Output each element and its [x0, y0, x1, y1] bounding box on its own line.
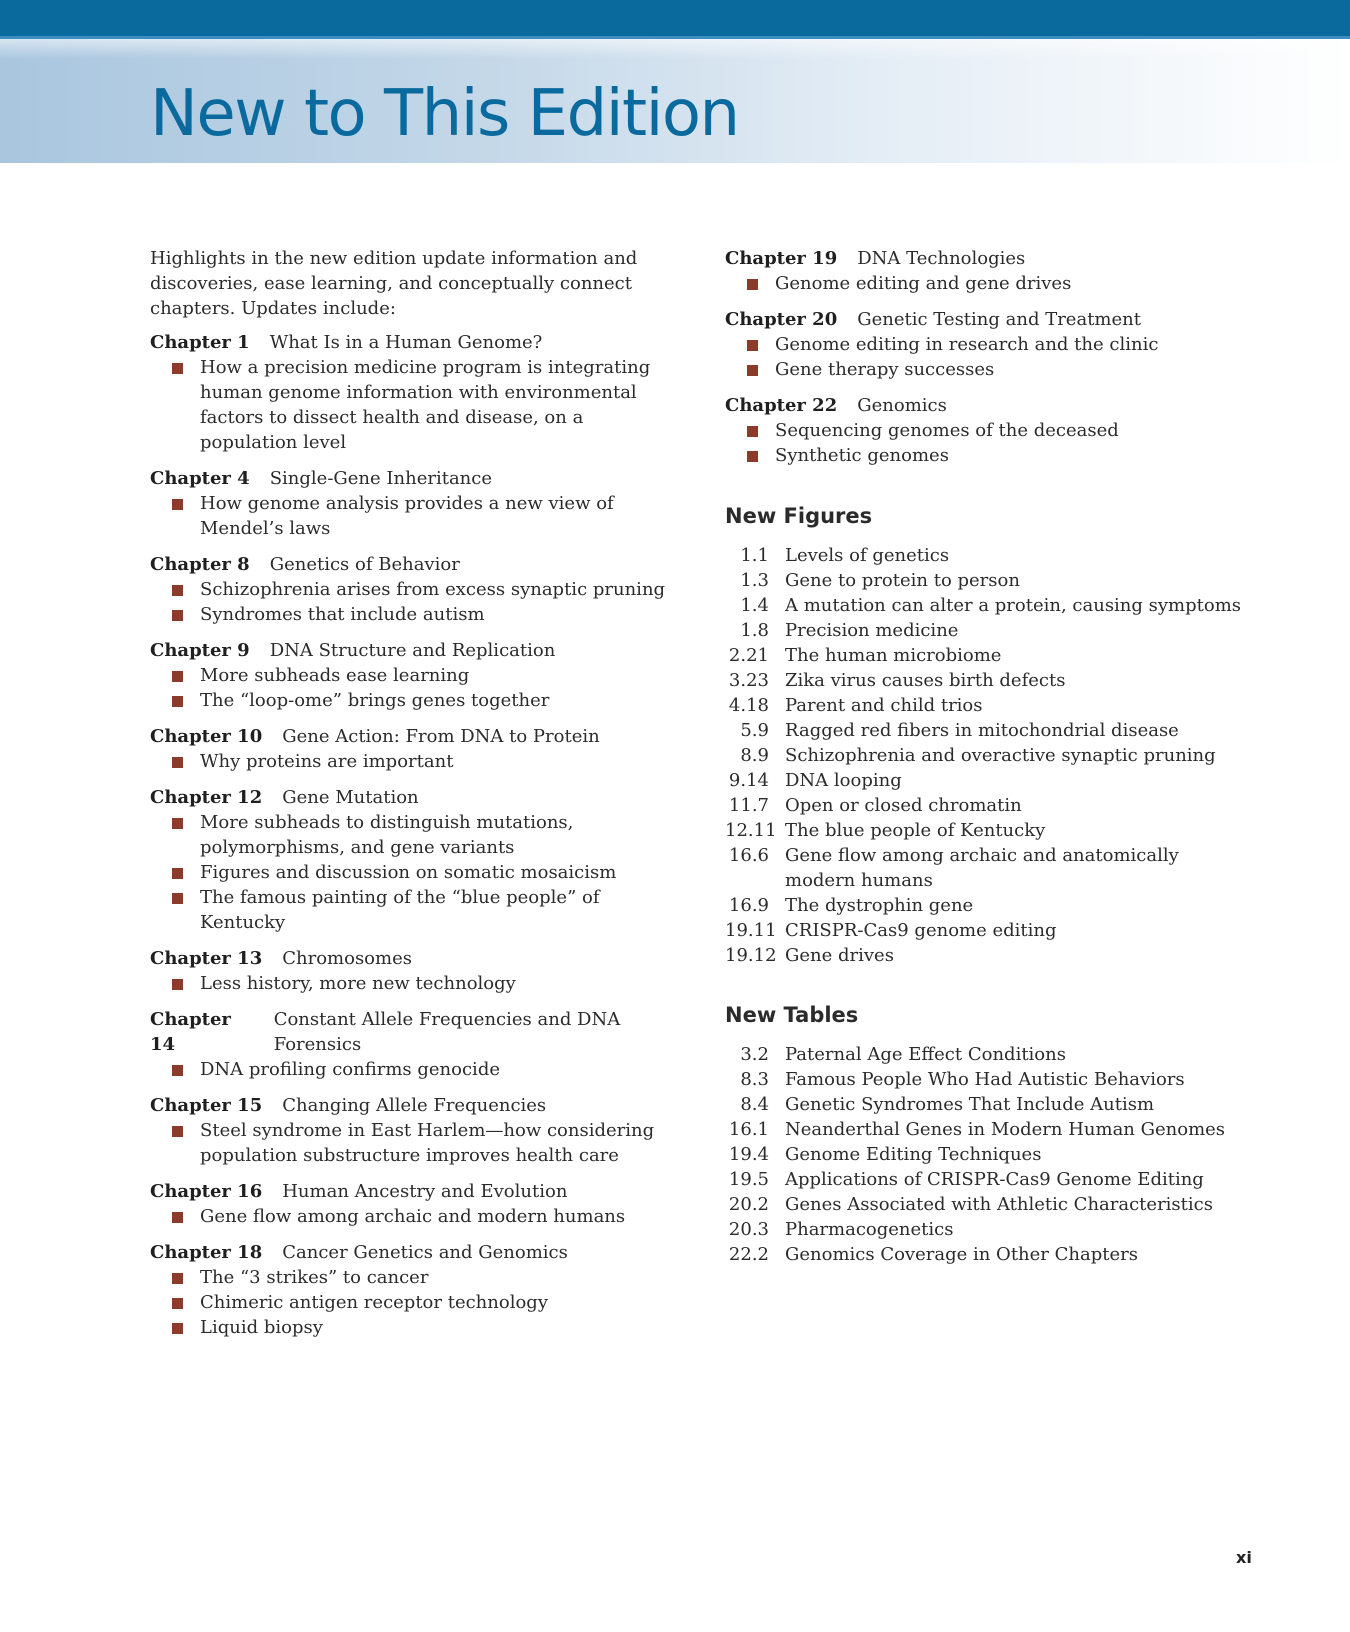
chapter-list-right: [725, 246, 1245, 468]
table-item-title: Neanderthal Genes in Modern Human Genomes: [785, 1119, 1226, 1140]
chapter-entry: [150, 330, 680, 455]
table-item-number: 20.2: [728, 1194, 769, 1215]
figure-item: [725, 568, 1245, 593]
update-item-text: Genome editing and gene drives: [775, 273, 1072, 294]
update-item: [150, 1118, 680, 1168]
update-item-text: Liquid biopsy: [200, 1317, 323, 1338]
chapter-entry: [150, 1093, 680, 1168]
chapter-title: Cancer Genetics and Genomics: [282, 1242, 568, 1263]
chapter-entry: [150, 785, 680, 935]
chapter-heading: [150, 946, 680, 971]
figure-item-number: 1.4: [740, 595, 769, 616]
chapter-heading: [150, 1240, 680, 1265]
chapter-entry: [150, 724, 680, 774]
square-bullet-icon: [172, 1273, 183, 1284]
chapter-heading: [150, 330, 680, 355]
chapter-number: Chapter 13: [150, 948, 263, 969]
chapter-heading: [725, 393, 1245, 418]
square-bullet-icon: [747, 279, 758, 290]
chapter-title: Human Ancestry and Evolution: [282, 1181, 568, 1202]
square-bullet-icon: [172, 499, 183, 510]
figure-item-title: Precision medicine: [785, 620, 959, 641]
figure-item-number: 12.11: [725, 820, 777, 841]
tables-list: [725, 1042, 1245, 1267]
chapter-title: Gene Mutation: [282, 787, 419, 808]
chapter-number: Chapter 9: [150, 640, 250, 661]
update-item-text: Schizophrenia arises from excess synaptic pruning: [200, 579, 666, 600]
chapter-entry: [150, 1007, 680, 1082]
square-bullet-icon: [172, 818, 183, 829]
chapter-title: Genomics: [857, 395, 947, 416]
figure-item-title: DNA looping: [785, 770, 902, 791]
chapter-update-list: [725, 332, 1245, 382]
square-bullet-icon: [172, 696, 183, 707]
figure-item: [725, 718, 1245, 743]
chapter-update-list: [150, 1265, 680, 1340]
figure-item-title: Open or closed chromatin: [785, 795, 1022, 816]
figure-item-title: Ragged red fibers in mitochondrial disease: [785, 720, 1179, 741]
figure-item-title: Gene to protein to person: [785, 570, 1020, 591]
chapter-heading: [725, 307, 1245, 332]
update-item: [150, 971, 680, 996]
figure-item-number: 1.3: [740, 570, 769, 591]
square-bullet-icon: [172, 610, 183, 621]
figure-item: [725, 693, 1245, 718]
table-item-number: 8.4: [740, 1094, 769, 1115]
table-item-title: Genetic Syndromes That Include Autism: [785, 1094, 1155, 1115]
square-bullet-icon: [747, 451, 758, 462]
figure-item-title: Schizophrenia and overactive synaptic pruning: [785, 745, 1216, 766]
figure-item-number: 16.9: [728, 895, 769, 916]
table-item-number: 20.3: [728, 1219, 769, 1240]
chapter-update-list: [150, 1204, 680, 1229]
table-item: [725, 1142, 1245, 1167]
figure-item-number: 3.23: [728, 670, 769, 691]
figure-item-title: Gene flow among archaic and anatomically modern humans: [785, 845, 1179, 891]
chapter-update-list: [725, 418, 1245, 468]
chapter-number: Chapter 19: [725, 248, 838, 269]
chapter-update-list: [150, 577, 680, 627]
chapter-heading: [150, 638, 680, 663]
table-item-number: 19.4: [728, 1144, 769, 1165]
figure-item: [725, 793, 1245, 818]
update-item-text: Genome editing in research and the clinic: [775, 334, 1159, 355]
figure-item: [725, 918, 1245, 943]
chapter-update-list: [150, 1118, 680, 1168]
update-item: [725, 418, 1245, 443]
figures-heading: New Figures: [725, 504, 873, 528]
table-item-title: Genomics Coverage in Other Chapters: [785, 1244, 1138, 1265]
figure-item: [725, 618, 1245, 643]
figure-item-number: 19.12: [725, 945, 777, 966]
square-bullet-icon: [172, 363, 183, 374]
table-item: [725, 1092, 1245, 1117]
figure-item: [725, 768, 1245, 793]
chapter-heading: [150, 1179, 680, 1204]
chapter-heading: [150, 785, 680, 810]
chapter-update-list: [150, 971, 680, 996]
right-column: [725, 246, 1245, 1267]
update-item: [150, 885, 680, 935]
figures-list: [725, 543, 1245, 968]
chapter-number: Chapter 22: [725, 395, 838, 416]
update-item-text: How a precision medicine program is integrating human genome information with environmental factors to dissect health and disease, on a population level: [200, 357, 651, 453]
chapter-heading: [725, 246, 1245, 271]
table-item-title: Genome Editing Techniques: [785, 1144, 1042, 1165]
update-item: [725, 443, 1245, 468]
chapter-update-list: [150, 663, 680, 713]
figure-item: [725, 818, 1245, 843]
table-item: [725, 1217, 1245, 1242]
square-bullet-icon: [172, 893, 183, 904]
update-item: [150, 1290, 680, 1315]
update-item-text: The “loop-ome” brings genes together: [200, 690, 550, 711]
chapter-entry: [150, 466, 680, 541]
square-bullet-icon: [747, 426, 758, 437]
chapter-number: Chapter 8: [150, 554, 250, 575]
chapter-update-list: [725, 271, 1245, 296]
chapter-number: Chapter 20: [725, 309, 838, 330]
update-item-text: The “3 strikes” to cancer: [200, 1267, 429, 1288]
update-item: [150, 1057, 680, 1082]
chapter-entry: [725, 307, 1245, 382]
chapter-title: Single-Gene Inheritance: [269, 468, 492, 489]
figure-item: [725, 668, 1245, 693]
top-color-bar: [0, 0, 1350, 39]
table-item-number: 8.3: [740, 1069, 769, 1090]
square-bullet-icon: [172, 979, 183, 990]
table-item: [725, 1117, 1245, 1142]
table-item-number: 19.5: [728, 1169, 769, 1190]
figure-item: [725, 893, 1245, 918]
figure-item: [725, 843, 1245, 893]
update-item-text: Steel syndrome in East Harlem—how considering population substructure improves health care: [200, 1120, 655, 1166]
update-item: [150, 688, 680, 713]
update-item: [725, 357, 1245, 382]
figure-item-number: 5.9: [740, 720, 769, 741]
chapter-entry: [150, 638, 680, 713]
table-item-title: Famous People Who Had Autistic Behaviors: [785, 1069, 1185, 1090]
chapter-number: Chapter 15: [150, 1095, 263, 1116]
chapter-number: Chapter 4: [150, 468, 250, 489]
table-item-number: 3.2: [740, 1044, 769, 1065]
chapter-number: Chapter 12: [150, 787, 263, 808]
page-number: xi: [1236, 1548, 1252, 1567]
update-item: [150, 1204, 680, 1229]
chapter-entry: [150, 1240, 680, 1340]
chapter-title: Gene Action: From DNA to Protein: [282, 726, 600, 747]
square-bullet-icon: [172, 671, 183, 682]
chapter-entry: [150, 552, 680, 627]
table-item: [725, 1067, 1245, 1092]
figure-item: [725, 593, 1245, 618]
figure-item-number: 11.7: [728, 795, 769, 816]
table-item-number: 16.1: [728, 1119, 769, 1140]
chapter-title: Changing Allele Frequencies: [282, 1095, 547, 1116]
chapter-heading: [150, 466, 680, 491]
chapter-title: DNA Structure and Replication: [269, 640, 556, 661]
chapter-heading: [150, 552, 680, 577]
figure-item-title: The human microbiome: [785, 645, 1002, 666]
chapter-update-list: [150, 749, 680, 774]
square-bullet-icon: [172, 1323, 183, 1334]
update-item: [150, 1265, 680, 1290]
update-item: [150, 810, 680, 860]
chapter-update-list: [150, 810, 680, 935]
update-item-text: Gene therapy successes: [775, 359, 995, 380]
update-item: [150, 602, 680, 627]
update-item-text: Syndromes that include autism: [200, 604, 485, 625]
table-item: [725, 1242, 1245, 1267]
chapter-title: What Is in a Human Genome?: [269, 332, 543, 353]
figure-item: [725, 943, 1245, 968]
chapter-title: Genetics of Behavior: [269, 554, 460, 575]
figure-item-number: 4.18: [728, 695, 769, 716]
chapter-number: Chapter 10: [150, 726, 263, 747]
square-bullet-icon: [747, 340, 758, 351]
chapter-number: Chapter 18: [150, 1242, 263, 1263]
square-bullet-icon: [747, 365, 758, 376]
figure-item-title: Gene drives: [785, 945, 894, 966]
update-item-text: Less history, more new technology: [200, 973, 516, 994]
update-item-text: How genome analysis provides a new view of Mendel’s laws: [200, 493, 614, 539]
table-item-title: Paternal Age Effect Conditions: [785, 1044, 1066, 1065]
square-bullet-icon: [172, 1212, 183, 1223]
square-bullet-icon: [172, 757, 183, 768]
chapter-list-left: [150, 330, 680, 1340]
chapter-title: DNA Technologies: [857, 248, 1026, 269]
chapter-number: Chapter 14: [150, 1009, 231, 1055]
table-item-title: Pharmacogenetics: [785, 1219, 954, 1240]
figure-item-number: 2.21: [728, 645, 769, 666]
update-item: [150, 1315, 680, 1340]
intro-paragraph: Highlights in the new edition update information and discoveries, ease learning, and conceptually connect chapters. Updates include:: [150, 248, 638, 319]
chapter-title: Constant Allele Frequencies and DNA Forensics: [273, 1009, 621, 1055]
page-title: New to This Edition: [150, 77, 739, 151]
tables-heading: New Tables: [725, 1003, 859, 1027]
update-item-text: Chimeric antigen receptor technology: [200, 1292, 548, 1313]
chapter-update-list: [150, 1057, 680, 1082]
chapter-heading: [150, 1007, 680, 1057]
square-bullet-icon: [172, 1126, 183, 1137]
table-item: [725, 1192, 1245, 1217]
figure-item-title: The blue people of Kentucky: [785, 820, 1046, 841]
figure-item-number: 9.14: [728, 770, 769, 791]
figure-item-title: Parent and child trios: [785, 695, 983, 716]
chapter-update-list: [150, 355, 680, 455]
update-item-text: Why proteins are important: [200, 751, 454, 772]
update-item-text: Gene flow among archaic and modern humans: [200, 1206, 626, 1227]
square-bullet-icon: [172, 1298, 183, 1309]
figure-item-number: 8.9: [740, 745, 769, 766]
table-item-number: 22.2: [728, 1244, 769, 1265]
figure-item-title: The dystrophin gene: [785, 895, 974, 916]
chapter-update-list: [150, 491, 680, 541]
figure-item-title: CRISPR-Cas9 genome editing: [785, 920, 1057, 941]
left-column: [150, 246, 680, 1351]
update-item-text: Figures and discussion on somatic mosaicism: [200, 862, 617, 883]
table-item: [725, 1167, 1245, 1192]
chapter-entry: [725, 246, 1245, 296]
table-item-title: Genes Associated with Athletic Characteristics: [785, 1194, 1213, 1215]
update-item-text: More subheads ease learning: [200, 665, 470, 686]
chapter-title: Genetic Testing and Treatment: [857, 309, 1141, 330]
square-bullet-icon: [172, 1065, 183, 1076]
update-item-text: Sequencing genomes of the deceased: [775, 420, 1119, 441]
update-item: [150, 355, 680, 455]
update-item-text: DNA profiling confirms genocide: [200, 1059, 500, 1080]
figure-item-number: 1.1: [740, 545, 769, 566]
figure-item-number: 16.6: [728, 845, 769, 866]
figure-item: [725, 743, 1245, 768]
chapter-heading: [150, 724, 680, 749]
update-item: [725, 271, 1245, 296]
chapter-title: Chromosomes: [282, 948, 412, 969]
update-item: [150, 663, 680, 688]
figure-item-title: Levels of genetics: [785, 545, 950, 566]
update-item: [150, 749, 680, 774]
square-bullet-icon: [172, 868, 183, 879]
figure-item: [725, 643, 1245, 668]
table-item: [725, 1042, 1245, 1067]
figure-item-number: 19.11: [725, 920, 777, 941]
figure-item-number: 1.8: [740, 620, 769, 641]
table-item-title: Applications of CRISPR-Cas9 Genome Editing: [785, 1169, 1204, 1190]
update-item-text: The famous painting of the “blue people” of Kentucky: [200, 887, 600, 933]
chapter-number: Chapter 1: [150, 332, 250, 353]
chapter-number: Chapter 16: [150, 1181, 263, 1202]
update-item: [725, 332, 1245, 357]
update-item: [150, 577, 680, 602]
update-item-text: More subheads to distinguish mutations, polymorphisms, and gene variants: [200, 812, 574, 858]
chapter-entry: [725, 393, 1245, 468]
chapter-entry: [150, 946, 680, 996]
chapter-heading: [150, 1093, 680, 1118]
figure-item-title: Zika virus causes birth defects: [785, 670, 1066, 691]
chapter-entry: [150, 1179, 680, 1229]
update-item: [150, 860, 680, 885]
figure-item: [725, 543, 1245, 568]
update-item: [150, 491, 680, 541]
figure-item-title: A mutation can alter a protein, causing symptoms: [785, 595, 1242, 616]
update-item-text: Synthetic genomes: [775, 445, 949, 466]
square-bullet-icon: [172, 585, 183, 596]
